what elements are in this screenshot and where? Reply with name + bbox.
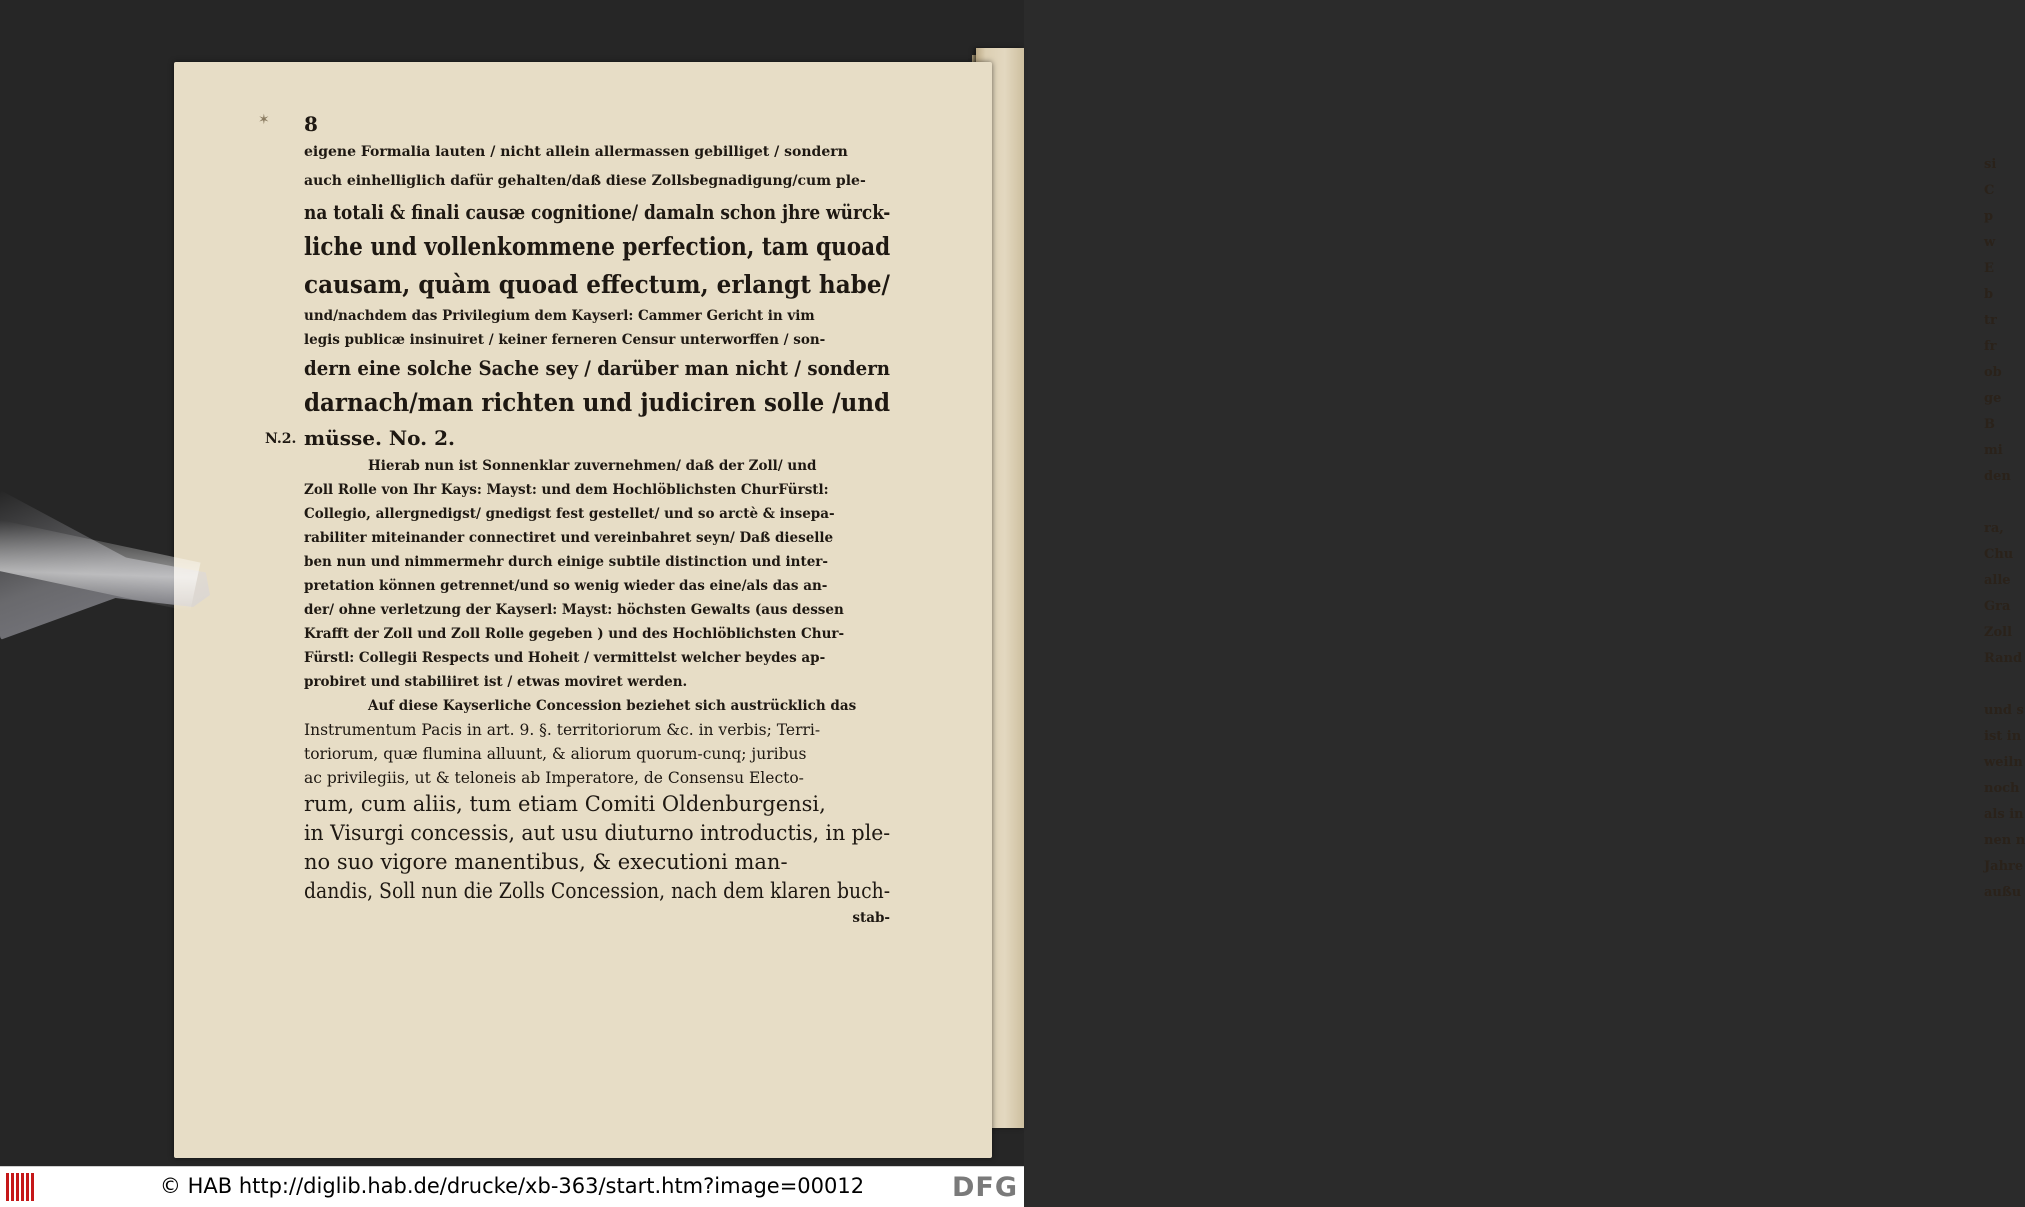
next-page-fragment: ist in [1984,729,2022,744]
text-line: in Visurgi concessis, aut usu diuturno introductis, in ple- [304,821,891,845]
next-page-fragment: b [1984,287,1994,302]
text-line: rabiliter miteinander connectiret und vereinbahret seyn/ Daß dieselle [304,530,834,546]
text-line: und/nachdem das Privilegium dem Kayserl: Cammer Gericht in vim [304,308,815,324]
page-ornament: ✶ [258,112,270,128]
text-line: no suo vigore manentibus, & executioni man- [304,850,788,874]
text-line: liche und vollenkommene perfection, tam quoad [304,232,891,261]
next-page-fragment: mi [1984,443,2003,458]
footer-bar [0,1166,1024,1207]
text-line: eigene Formalia lauten / nicht allein allermassen gebilliget / sondern [304,144,848,160]
dfg-logo: DFG [951,1172,1018,1203]
next-page-fragment: E [1984,261,1994,276]
next-page-fragment: si [1984,157,1997,172]
next-page-fragment: w [1984,235,1996,250]
next-page-fragment: den [1984,469,2011,484]
next-page-fragment: ra, [1984,521,2004,536]
text-line: dandis, Soll nun die Zolls Concession, nach dem klaren buch- [304,879,891,903]
margin-note: N.2. [265,431,297,447]
next-page-fragment: noch [1984,781,2020,796]
text-line: Auf diese Kayserliche Concession beziehet sich austrücklich das [368,698,857,714]
text-line: ac privilegiis, ut & teloneis ab Imperatore, de Consensu Electo- [304,769,804,787]
page-number: 8 [304,112,318,136]
next-page-text-fragments [1984,157,2025,912]
next-page-fragment: und s [1984,703,2024,718]
next-page-fragment: ob [1984,365,2002,380]
text-line: rum, cum aliis, tum etiam Comiti Oldenburgensi, [304,792,826,816]
text-line: müsse. No. 2. [304,426,455,450]
text-line: Krafft der Zoll und Zoll Rolle gegeben ) und des Hochlöblichsten Chur- [304,626,845,642]
text-line: causam, quàm quoad effectum, erlangt habe/ [304,270,890,299]
text-line: auch einhelliglich dafür gehalten/daß diese Zollsbegnadigung/cum ple- [304,173,866,189]
next-page-fragment: Jahre [1984,859,2024,874]
next-page-fragment: Rand [1984,651,2023,666]
text-lines [304,138,890,930]
next-page-fragment: fr [1984,339,1997,354]
text-line: Instrumentum Pacis in art. 9. §. territoriorum &c. in verbis; Terri- [304,721,821,739]
page-text [304,110,890,930]
text-line: stab- [852,910,890,926]
text-line: dern eine solche Sache sey / darüber man nicht / sondern [304,356,891,380]
next-page-fragment: Zoll [1984,625,2013,640]
next-page-fragment: weiln [1984,755,2023,770]
text-line: pretation können getrennet/und so wenig wieder das eine/als das an- [304,578,828,594]
next-page-fragment: nen n [1984,833,2025,848]
text-line: Hierab nun ist Sonnenklar zuvernehmen/ daß der Zoll/ und [368,458,817,474]
text-line: darnach/man richten und judiciren solle /und [304,388,891,417]
next-page-fragment: alle [1984,573,2011,588]
footer-copyright-url[interactable]: © HAB http://diglib.hab.de/drucke/xb-363/start.htm?image=00012 [159,1174,865,1198]
text-line: Zoll Rolle von Ihr Kays: Mayst: und dem Hochlöblichsten ChurFürstl: [304,482,829,498]
next-page-fragment: C [1984,183,1995,198]
text-line: ben nun und nimmermehr durch einige subtile distinction und inter- [304,554,829,570]
next-page-fragment: ge [1984,391,2002,406]
text-line: toriorum, quæ flumina alluunt, & aliorum quorum-cunq; juribus [304,745,807,763]
next-page-fragment: als in [1984,807,2024,822]
text-line: probiret und stabiliiret ist / etwas moviret werden. [304,674,688,690]
next-page-fragment: Chu [1984,547,2014,562]
text-line: Collegio, allergnedigst/ gnedigst fest gestellet/ und so arctè & insepa- [304,506,835,522]
text-line: Fürstl: Collegii Respects und Hoheit / vermittelst welcher beydes ap- [304,650,826,666]
next-page-fragment: tr [1984,313,1997,328]
text-line: na totali & finali causæ cognitione/ damaln schon jhre würck- [304,200,891,224]
next-page-fragment: B [1984,417,1995,432]
next-page-fragment: p [1984,209,1994,224]
next-page-fragment: Gra [1984,599,2011,614]
next-page-fragment: außu [1984,885,2022,900]
next-page-fragment [1984,678,2000,704]
next-page-fragment [1984,496,2000,522]
text-line: legis publicæ insinuiret / keiner ferneren Censur unterworffen / son- [304,332,826,348]
text-line: der/ ohne verletzung der Kayserl: Mayst: höchsten Gewalts (aus dessen [304,602,844,618]
